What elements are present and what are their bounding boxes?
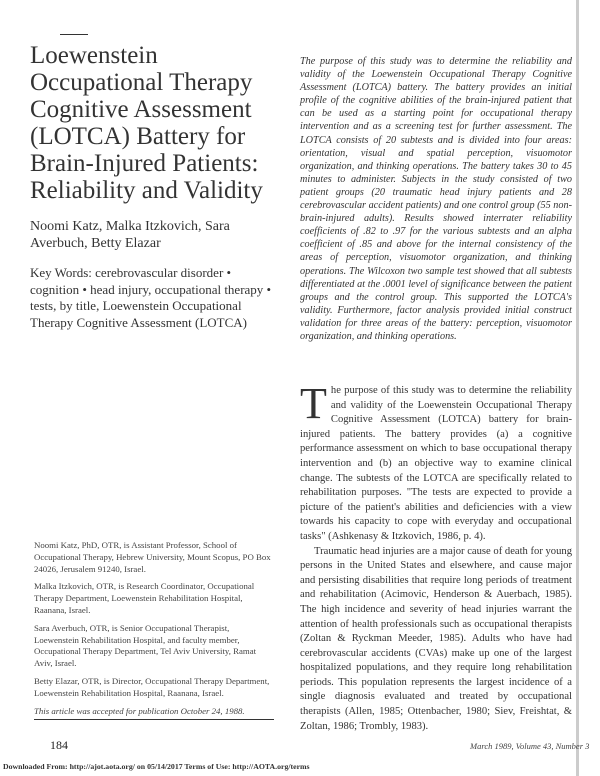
author-note: Noomi Katz, PhD, OTR, is Assistant Professor, School of Occupational Therapy, Hebrew University, Mount Scopus, PO Box 24026, Jerusalem 91240, Israel.	[34, 540, 271, 574]
article-title: Loewenstein Occupational Therapy Cognitive Assessment (LOTCA) Battery for Brain-Injured Patients: Reliability and Validity	[30, 42, 263, 204]
body-text	[300, 379, 572, 734]
paragraph-2: Traumatic head injuries are a major cause of death for young persons in the United States and elsewhere, and cause major and persisting disabilities that require long periods of treatment and rehabilitation (Acimovic, Henderson & Auerbach, 1985). The high incidence and severity of head injuries warrant the attention of health professionals such as occupational therapists (Zoltan & Ryckman Meeder, 1985). Adults who have had cerebrovascular accidents (CVAs) make up one of the largest hospitalized populations, and they require long rehabilitation periods. This population represents the largest incidence of a single diagnosis evaluated and treated by occupational therapists (Allen, 1985; Ottenbacher, 1980; Siev, Freishtat, & Zoltan, 1986; Trombly, 1983).	[300, 545, 572, 732]
drop-cap: T	[300, 379, 327, 428]
page-edge-scrollbar	[576, 0, 579, 776]
key-words: Key Words: cerebrovascular disorder • cognition • head injury, occupational therapy • tests, by title, Loewenstein Occupational Therapy Cognitive Assessment (LOTCA)	[30, 265, 272, 330]
author-notes	[34, 540, 274, 726]
download-notice: Downloaded From: http://ajot.aota.org/ on 05/14/2017 Terms of Use: http://AOTA.org/terms	[3, 762, 310, 771]
paragraph-1	[300, 379, 572, 545]
author-note: Malka Itzkovich, OTR, is Research Coordinator, Occupational Therapy Department, Loewenstein Rehabilitation Hospital, Raanana, Israel.	[34, 581, 255, 615]
journal-issue: March 1989, Volume 43, Number 3	[470, 741, 590, 751]
received-note: This article was accepted for publication October 24, 1988.	[34, 706, 274, 721]
abstract: The purpose of this study was to determine the reliability and validity of the Loewenstein Occupational Therapy Cognitive Assessment (LOTCA) battery. The battery provides an initial profile of the cognitive abilities of the brain-injured patient that can be used as a starting point for occupational therapy intervention and as a screening test for further assessment. The LOTCA consists of 20 subtests and is divided into four areas: orientation, visual and spatial perception, visuomotor organization, and thinking operations. The battery takes 30 to 45 minutes to administer. Subjects in the study consisted of two patient groups (20 traumatic head injury patients and 28 cerebrovascular accident patients) and one control group (55 non-brain-injured adults). Results showed interrater reliability coefficients of .82 to .97 for the various subtests and an alpha coefficient of .85 and above for the internal consistency of the areas of perception, visuomotor organization, and thinking operations. The Wilcoxon two sample test showed that all subtests differentiated at the .0001 level of significance between the patient groups and the control group. This supported the LOTCA's validity. Furthermore, factor analysis provided initial construct validation for three areas of the battery: perception, visuomotor organization, and thinking operations.	[300, 56, 572, 342]
author-note: Sara Averbuch, OTR, is Senior Occupational Therapist, Loewenstein Rehabilitation Hospital, and faculty member, Occupational Therapy Department, Tel Aviv University, Ramat Aviv, Israel.	[34, 622, 257, 669]
top-rule	[60, 34, 88, 35]
authors: Noomi Katz, Malka Itzkovich, Sara Averbuch, Betty Elazar	[30, 219, 230, 251]
author-note: Betty Elazar, OTR, is Director, Occupational Therapy Department, Loewenstein Rehabilitation Hospital, Raanana, Israel.	[34, 675, 270, 698]
paragraph-1-text: he purpose of this study was to determine the reliability and validity of the Loewenstein Occupational Therapy Cognitive Assessment (LOTCA) battery for brain-injured patients. The battery provides (a) a cognitive performance assessment on which to base occupational therapy intervention and (b) an objective way to examine clinical change. The subtests of the LOTCA are specifically related to rehabilitation purposes. "The tests are expected to provide a picture of the patient's abilities and deficiencies with a view towards his capacity to cope with everyday and occupational tasks" (Ashkenasy & Itzkovich, 1986, p. 4).	[300, 385, 572, 542]
page-number: 184	[50, 738, 68, 752]
